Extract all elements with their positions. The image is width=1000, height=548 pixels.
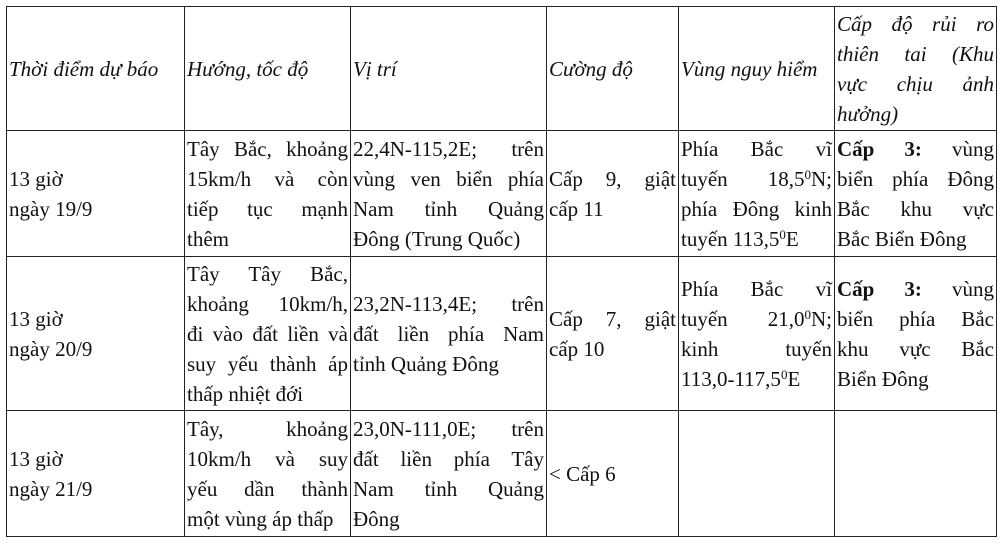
- direction-cell: Tây, khoảng 10km/h và suy yếu dần thành một vùng áp thấp: [185, 411, 351, 537]
- risk-cell: Cấp 3: vùng biển phía Bắc khu vực Bắc Biển Đông: [835, 257, 997, 411]
- intensity-cell: Cấp 9, giật cấp 11: [547, 131, 679, 257]
- header-direction: Hướng, tốc độ: [185, 7, 351, 131]
- time-cell: 13 giờ ngày 21/9: [7, 411, 185, 537]
- risk-cell: Cấp 3: vùng biển phía Đông Bắc khu vực Bắc Biển Đông: [835, 131, 997, 257]
- danger-zone-cell: [679, 411, 835, 537]
- header-position: Vị trí: [351, 7, 547, 131]
- table-row: [7, 257, 997, 411]
- danger-zone-cell: Phía Bắc vĩ tuyến 18,5$^0$N; phía Đông kinh tuyến 113,5$^0$E: [679, 131, 835, 257]
- position-cell: 22,4N-115,2E; trên vùng ven biển phía Nam tỉnh Quảng Đông (Trung Quốc): [351, 131, 547, 257]
- time-cell: 13 giờ ngày 20/9: [7, 257, 185, 411]
- header-row: [7, 7, 997, 131]
- intensity-cell: Cấp 7, giật cấp 10: [547, 257, 679, 411]
- header-time: Thời điểm dự báo: [7, 7, 185, 131]
- risk-cell: [835, 411, 997, 537]
- direction-cell: Tây Bắc, khoảng 15km/h và còn tiếp tục mạnh thêm: [185, 131, 351, 257]
- danger-zone-cell: Phía Bắc vĩ tuyến 21,0$^0$N; kinh tuyến 113,0-117,5$^0$E: [679, 257, 835, 411]
- header-intensity: Cường độ: [547, 7, 679, 131]
- forecast-table: [6, 6, 997, 537]
- table-row: [7, 131, 997, 257]
- position-cell: 23,2N-113,4E; trên đất liền phía Nam tỉnh Quảng Đông: [351, 257, 547, 411]
- direction-cell: Tây Tây Bắc, khoảng 10km/h, đi vào đất liền và suy yếu thành áp thấp nhiệt đới: [185, 257, 351, 411]
- header-danger-zone: Vùng nguy hiểm: [679, 7, 835, 131]
- header-risk-level: Cấp độ rủi ro thiên tai (Khu vực chịu ảnh hưởng): [835, 7, 997, 131]
- table-row: [7, 411, 997, 537]
- intensity-cell: < Cấp 6: [547, 411, 679, 537]
- time-cell: 13 giờ ngày 19/9: [7, 131, 185, 257]
- position-cell: 23,0N-111,0E; trên đất liền phía Tây Nam tỉnh Quảng Đông: [351, 411, 547, 537]
